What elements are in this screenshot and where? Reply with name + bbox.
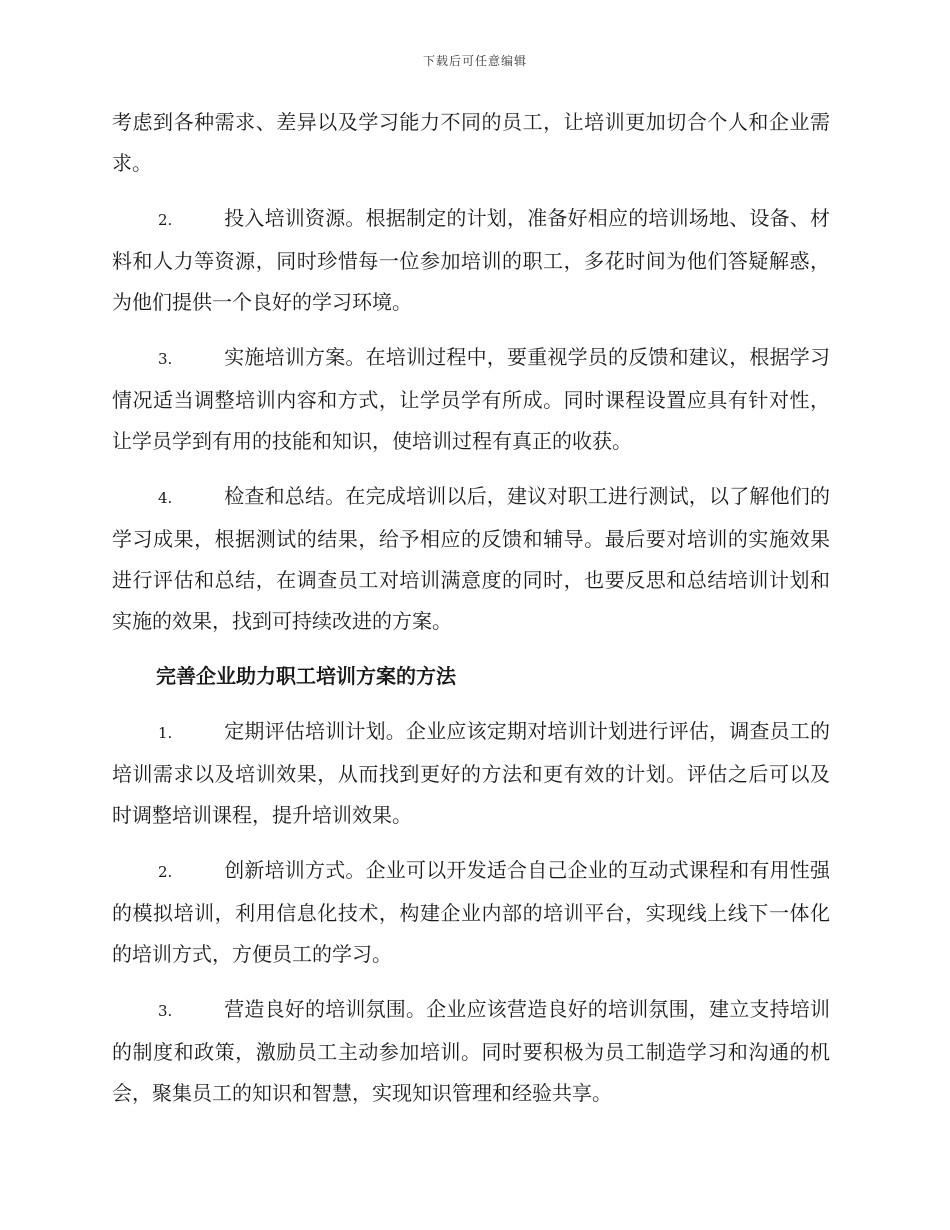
list-item xyxy=(112,198,830,323)
intro-paragraph: 考虑到各种需求、差异以及学习能力不同的员工，让培训更加切合个人和企业需求。 xyxy=(112,110,830,175)
list-number: 2. xyxy=(158,211,173,229)
list-item xyxy=(112,711,830,836)
list-item-text: 检查和总结。在完成培训以后，建议对职工进行测试，以了解他们的学习成果，根据测试的结果，给予相应的反馈和辅导。最后要对培训的实施效果进行评估和总结，在调查员工对培训满意度的同时，也要反思和总结培训计划和实施的效果，找到可持续改进的方案。 xyxy=(112,484,830,633)
list-number: 3. xyxy=(158,1002,173,1020)
list-item xyxy=(112,850,830,975)
list-number: 4. xyxy=(158,489,173,507)
list-item-text: 营造良好的培训氛围。企业应该营造良好的培训氛围，建立支持培训的制度和政策，激励员工主动参加培训。同时要积极为员工制造学习和沟通的机会，聚集员工的知识和智慧，实现知识管理和经验共享。 xyxy=(112,997,830,1105)
list-number: 1. xyxy=(158,724,173,742)
list-item xyxy=(112,476,830,642)
document-body xyxy=(112,102,830,1128)
page-header-note: 下载后可任意编辑 xyxy=(422,54,527,68)
list-number: 3. xyxy=(158,350,173,368)
list-item xyxy=(112,337,830,462)
list-item xyxy=(112,989,830,1114)
list-item-text: 投入培训资源。根据制定的计划，准备好相应的培训场地、设备、材料和人力等资源，同时珍惜每一位参加培训的职工，多花时间为他们答疑解惑，为他们提供一个良好的学习环境。 xyxy=(112,206,830,314)
list-item-text: 定期评估培训计划。企业应该定期对培训计划进行评估，调查员工的培训需求以及培训效果，从而找到更好的方法和更有效的计划。评估之后可以及时调整培训课程，提升培训效果。 xyxy=(112,719,830,827)
list-item-text: 创新培训方式。企业可以开发适合自己企业的互动式课程和有用性强的模拟培训，利用信息化技术，构建企业内部的培训平台，实现线上线下一体化的培训方式，方便员工的学习。 xyxy=(112,858,830,966)
list-item-text: 实施培训方案。在培训过程中，要重视学员的反馈和建议，根据学习情况适当调整培训内容和方式，让学员学有所成。同时课程设置应具有针对性，让学员学到有用的技能和知识，使培训过程有真正的收获。 xyxy=(112,345,830,453)
section-heading: 完善企业助力职工培训方案的方法 xyxy=(156,664,456,688)
list-number: 2. xyxy=(158,863,173,881)
